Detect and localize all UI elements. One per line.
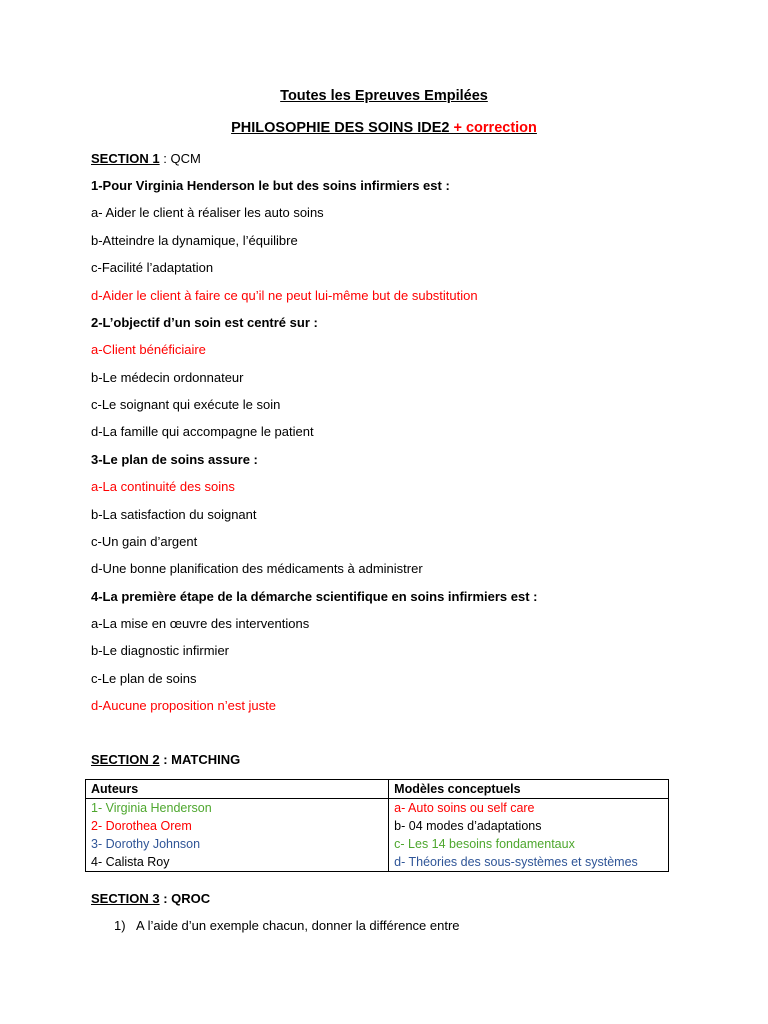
q4-option-a: a-La mise en œuvre des interventions (91, 616, 310, 631)
model-cell: d- Théories des sous-systèmes et systèmes (389, 853, 669, 872)
table-row (86, 853, 669, 872)
table-row (86, 835, 669, 853)
q3-option-a: a-La continuité des soins (91, 479, 235, 494)
author-cell: 4- Calista Roy (86, 853, 389, 872)
section1-heading (91, 151, 201, 166)
section1-suffix: : QCM (159, 151, 201, 166)
author-cell: 2- Dorothea Orem (86, 817, 389, 835)
q4-option-d: d-Aucune proposition n’est juste (91, 698, 277, 713)
question-2: 2-L’objectif d’un soin est centré sur : (91, 315, 318, 330)
section3-suffix: : QROC (159, 891, 211, 906)
q1-option-c: c-Facilité l’adaptation (91, 260, 214, 275)
qroc-item-text: A l’aide d’un exemple chacun, donner la différence entre (136, 918, 460, 933)
section2-label: SECTION 2 (91, 752, 160, 767)
question-1: 1-Pour Virginia Henderson le but des soins infirmiers est : (91, 178, 450, 193)
question-3: 3-Le plan de soins assure : (91, 452, 258, 467)
q2-option-a: a-Client bénéficiaire (91, 342, 206, 357)
q3-option-c: c-Un gain d’argent (91, 534, 198, 549)
subtitle-correction: + correction (453, 120, 537, 136)
table-header-row (86, 780, 669, 799)
header-models: Modèles conceptuels (389, 780, 669, 799)
q2-option-d: d-La famille qui accompagne le patient (91, 424, 314, 439)
q1-option-b: b-Atteindre la dynamique, l’équilibre (91, 233, 298, 248)
model-cell: a- Auto soins ou self care (389, 799, 669, 818)
qroc-item-number: 1) (114, 918, 126, 933)
q1-option-d: d-Aider le client à faire ce qu’il ne peut lui-même but de substitution (91, 288, 478, 303)
matching-table (85, 779, 669, 872)
section3-label: SECTION 3 (91, 891, 160, 906)
author-cell: 1- Virginia Henderson (86, 799, 389, 818)
question-4: 4-La première étape de la démarche scientifique en soins infirmiers est : (91, 589, 538, 604)
section1-label: SECTION 1 (91, 151, 160, 166)
table-row (86, 817, 669, 835)
q3-option-d: d-Une bonne planification des médicaments à administrer (91, 561, 423, 576)
table-row (86, 799, 669, 818)
q3-option-b: b-La satisfaction du soignant (91, 507, 257, 522)
document-title: Toutes les Epreuves Empilées (280, 88, 488, 104)
section2-heading (91, 752, 240, 767)
document-subtitle (0, 120, 768, 136)
subtitle-main: PHILOSOPHIE DES SOINS IDE2 (231, 120, 454, 136)
section3-heading (91, 891, 210, 906)
model-cell: c- Les 14 besoins fondamentaux (389, 835, 669, 853)
q4-option-b: b-Le diagnostic infirmier (91, 643, 230, 658)
q2-option-c: c-Le soignant qui exécute le soin (91, 397, 281, 412)
model-cell: b- 04 modes d’adaptations (389, 817, 669, 835)
q2-option-b: b-Le médecin ordonnateur (91, 370, 244, 385)
author-cell: 3- Dorothy Johnson (86, 835, 389, 853)
q4-option-c: c-Le plan de soins (91, 671, 197, 686)
header-authors: Auteurs (86, 780, 389, 799)
section2-suffix: : MATCHING (159, 752, 241, 767)
q1-option-a: a- Aider le client à réaliser les auto soins (91, 205, 324, 220)
